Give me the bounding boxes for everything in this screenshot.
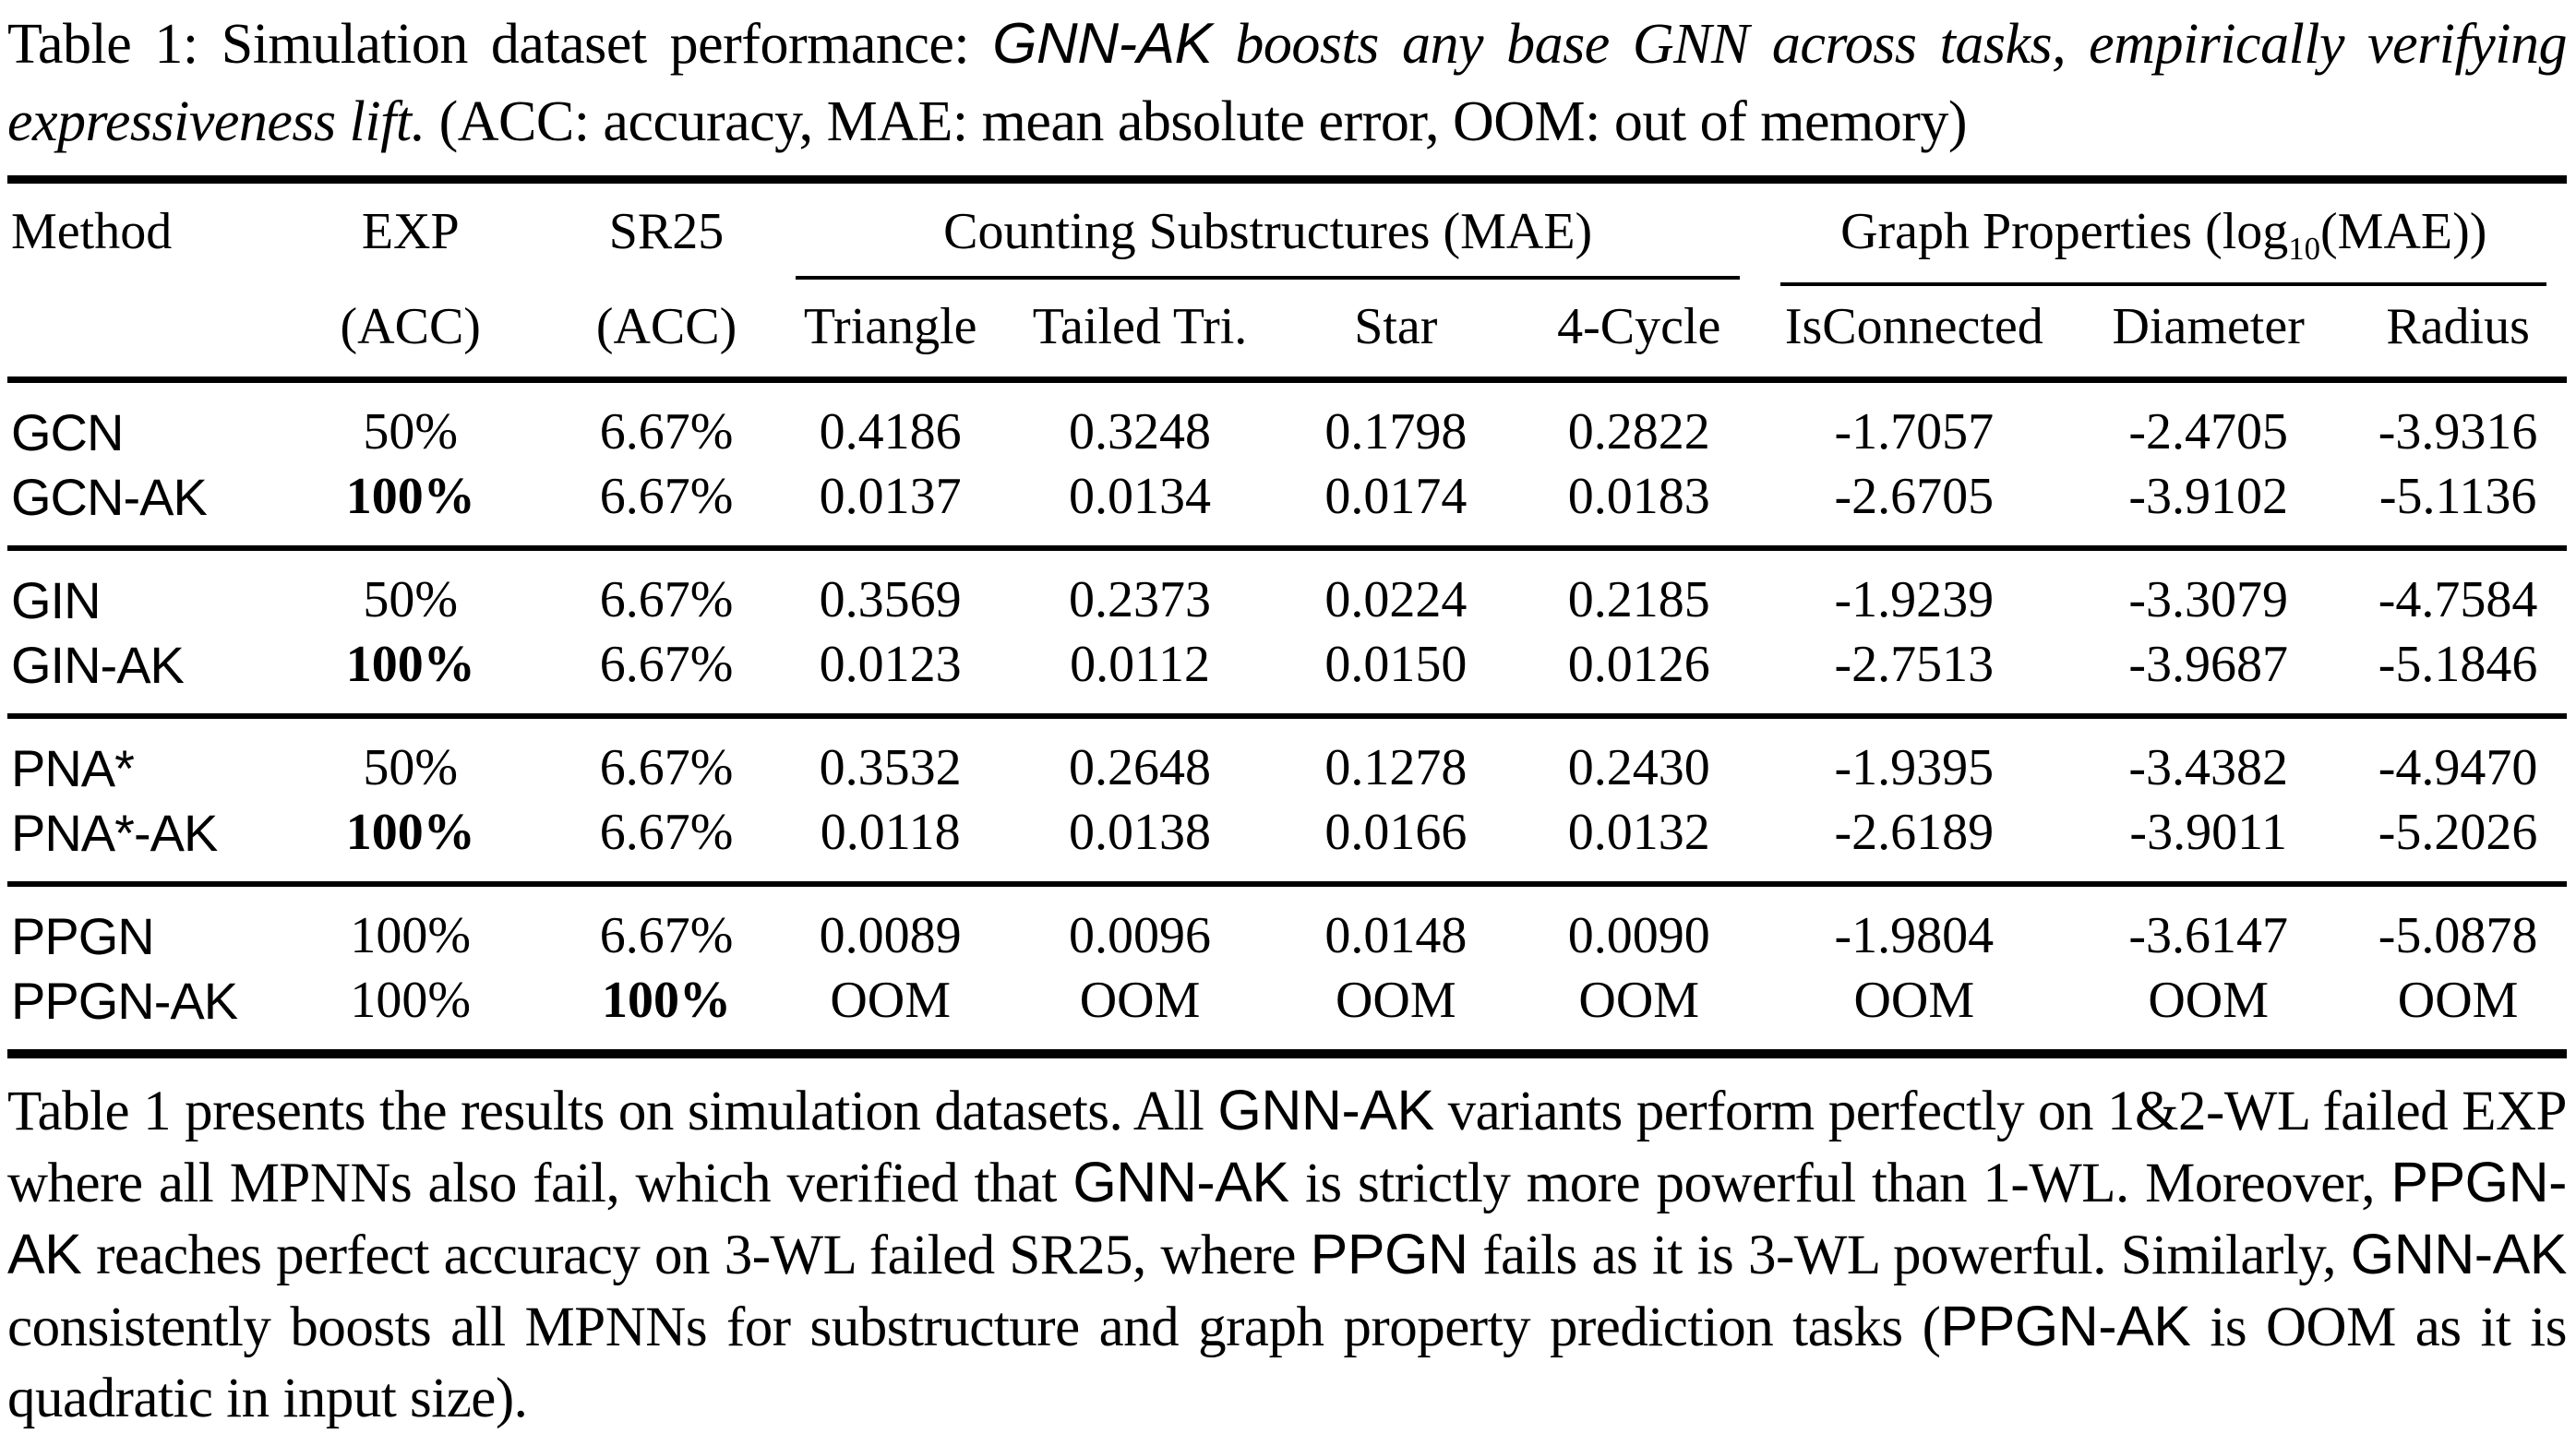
column-header-exp-acc: (ACC) <box>340 298 481 356</box>
method-cell: PPGN-AK <box>11 971 238 1030</box>
value-cell: -3.4382 <box>2128 739 2289 797</box>
value-cell: -1.7057 <box>1834 403 1995 461</box>
text-run: PPGN <box>1310 1223 1468 1286</box>
group2-label-subscript: 10 <box>2288 231 2320 268</box>
table-row <box>7 464 2567 548</box>
value-cell: -2.6189 <box>1834 804 1995 862</box>
text-run: GNN-AK <box>1217 1079 1434 1142</box>
value-cell: -1.9239 <box>1834 571 1995 629</box>
column-header-radius: Radius <box>2386 298 2530 356</box>
column-header-star: Star <box>1354 298 1438 356</box>
value-cell: OOM <box>2148 972 2270 1030</box>
value-cell: 0.0112 <box>1070 636 1210 694</box>
value-cell: -3.6147 <box>2128 907 2289 965</box>
value-cell: 6.67% <box>599 804 734 862</box>
value-cell: -4.7584 <box>2378 571 2538 629</box>
value-cell: 100% <box>350 907 472 965</box>
column-header-isconnected: IsConnected <box>1784 298 2043 356</box>
method-cell: GIN <box>11 570 101 629</box>
value-cell: 0.0134 <box>1069 468 1212 526</box>
column-group-graph-properties <box>1760 184 2567 286</box>
column-header-diameter: Diameter <box>2112 298 2305 356</box>
value-cell: -4.9470 <box>2378 739 2538 797</box>
value-cell: -5.2026 <box>2378 804 2538 862</box>
text-run: is OOM as it is quadratic in input size). <box>7 1297 2567 1430</box>
column-header-sr25: SR25 <box>608 203 725 260</box>
value-cell: 100% <box>345 468 475 526</box>
value-cell: -3.9687 <box>2128 636 2289 694</box>
column-header-tailed-tri: Tailed Tri. <box>1032 298 1248 356</box>
value-cell: 0.0150 <box>1324 636 1468 694</box>
column-group-counting-substructures <box>775 184 1761 286</box>
value-cell: 0.0138 <box>1069 804 1212 862</box>
column-header-triangle: Triangle <box>803 298 977 356</box>
value-cell: OOM <box>1079 972 1201 1030</box>
value-cell: 0.0166 <box>1324 804 1468 862</box>
value-cell: 0.1798 <box>1324 403 1468 461</box>
value-cell: -2.7513 <box>1834 636 1995 694</box>
group-label-graph-properties <box>1760 202 2567 282</box>
value-cell: 50% <box>363 403 459 461</box>
value-cell: -3.9316 <box>2378 403 2538 461</box>
method-cell: PNA* <box>11 738 134 797</box>
value-cell: OOM <box>2397 972 2519 1030</box>
value-cell: OOM <box>1578 972 1700 1030</box>
value-cell: 0.0224 <box>1324 571 1468 629</box>
value-cell: -3.9102 <box>2128 468 2289 526</box>
method-cell: GIN-AK <box>11 635 184 694</box>
value-cell: -5.1136 <box>2378 468 2537 526</box>
table-group <box>7 380 2567 549</box>
value-cell: 0.3569 <box>819 571 962 629</box>
table-row <box>7 716 2567 800</box>
group2-label-post: (MAE)) <box>2320 203 2487 260</box>
value-cell: 100% <box>345 804 475 862</box>
text-run: reaches perfect accuracy on 3-WL failed SR25, where <box>81 1225 1311 1287</box>
text-run: PPGN-AK <box>7 1151 2567 1286</box>
text-run: PPGN-AK <box>1940 1295 2191 1358</box>
value-cell: 0.0096 <box>1069 907 1212 965</box>
value-cell: 0.2185 <box>1567 571 1710 629</box>
value-cell: 50% <box>363 739 459 797</box>
value-cell: -3.3079 <box>2128 571 2289 629</box>
value-cell: OOM <box>1335 972 1456 1030</box>
value-cell: OOM <box>830 972 952 1030</box>
value-cell: 6.67% <box>599 739 734 797</box>
value-cell: 0.0123 <box>819 636 962 694</box>
text-run: boosts any base GNN across tasks, empirically verifying expressiveness lift. <box>7 13 2567 153</box>
value-cell: 0.1278 <box>1324 739 1468 797</box>
value-cell: 0.0118 <box>820 804 961 862</box>
text-run: variants perform perfectly on 1&2-WL failed EXP where all MPNNs also fail, which verified that <box>7 1081 2567 1215</box>
value-cell: 100% <box>350 972 472 1030</box>
value-cell: 100% <box>345 636 475 694</box>
table-header <box>7 184 2567 380</box>
value-cell: 0.2430 <box>1567 739 1710 797</box>
value-cell: 100% <box>602 972 732 1030</box>
table-row <box>7 380 2567 465</box>
value-cell: 0.4186 <box>819 403 962 461</box>
text-run: consistently boosts all MPNNs for substructure and graph property prediction tasks ( <box>7 1297 1941 1359</box>
value-cell: -3.9011 <box>2129 804 2287 862</box>
table-caption <box>7 6 2567 161</box>
table-group <box>7 716 2567 884</box>
value-cell: 6.67% <box>599 636 734 694</box>
table-row <box>7 632 2567 716</box>
value-cell: 6.67% <box>599 571 734 629</box>
text-run: is strictly more powerful than 1-WL. Moreover, <box>1288 1153 2391 1215</box>
table-row <box>7 800 2567 884</box>
value-cell: -5.0878 <box>2378 907 2538 965</box>
counting-group-rule <box>796 276 1741 280</box>
value-cell: 0.0148 <box>1324 907 1468 965</box>
table-top-rule <box>7 175 2567 184</box>
group-label-counting: Counting Substructures (MAE) <box>943 203 1593 260</box>
table-row <box>7 884 2567 968</box>
value-cell: 0.2648 <box>1069 739 1212 797</box>
value-cell: 6.67% <box>599 468 734 526</box>
value-cell: -1.9804 <box>1834 907 1995 965</box>
value-cell: -2.6705 <box>1834 468 1995 526</box>
value-cell: -5.1846 <box>2378 636 2538 694</box>
method-cell: PPGN <box>11 906 154 965</box>
table-group <box>7 548 2567 716</box>
value-cell: 0.3532 <box>819 739 962 797</box>
value-cell: -2.4705 <box>2128 403 2289 461</box>
value-cell: 0.0090 <box>1567 907 1710 965</box>
table-bottom-rule <box>7 1049 2567 1058</box>
value-cell: 0.2822 <box>1567 403 1710 461</box>
value-cell: 0.0183 <box>1567 468 1710 526</box>
value-cell: OOM <box>1853 972 1975 1030</box>
text-run: GNN-AK <box>2350 1223 2567 1286</box>
value-cell: 0.0137 <box>819 468 962 526</box>
method-cell: GCN-AK <box>11 467 207 526</box>
column-header-sr25-acc: (ACC) <box>595 298 737 356</box>
text-run: GNN-AK <box>1072 1151 1289 1214</box>
value-cell: 6.67% <box>599 907 734 965</box>
table-group <box>7 884 2567 1049</box>
method-cell: PNA*-AK <box>11 803 218 862</box>
table-row <box>7 548 2567 632</box>
value-cell: 0.0132 <box>1567 804 1710 862</box>
column-header-method: Method <box>11 203 173 260</box>
text-run: GNN-AK <box>992 12 1213 76</box>
text-run: (ACC: accuracy, MAE: mean absolute error, OOM: out of memory) <box>425 90 1968 153</box>
value-cell: 0.0126 <box>1567 636 1710 694</box>
column-header-exp: EXP <box>361 203 460 260</box>
column-header-4-cycle: 4-Cycle <box>1557 298 1721 356</box>
results-table <box>7 184 2567 1049</box>
body-paragraph <box>7 1075 2567 1434</box>
method-cell: GCN <box>11 402 124 461</box>
value-cell: 0.3248 <box>1069 403 1212 461</box>
value-cell: 0.2373 <box>1069 571 1212 629</box>
value-cell: 0.0089 <box>819 907 962 965</box>
table-row <box>7 968 2567 1049</box>
value-cell: 6.67% <box>599 403 734 461</box>
value-cell: -1.9395 <box>1834 739 1995 797</box>
text-run: Table 1 presents the results on simulation datasets. All <box>7 1081 1218 1143</box>
group2-label-pre: Graph Properties (log <box>1840 203 2289 260</box>
value-cell: 50% <box>363 571 459 629</box>
text-run: fails as it is 3-WL powerful. Similarly, <box>1468 1225 2351 1287</box>
text-run: Table 1: Simulation dataset performance: <box>7 13 993 76</box>
value-cell: 0.0174 <box>1324 468 1468 526</box>
